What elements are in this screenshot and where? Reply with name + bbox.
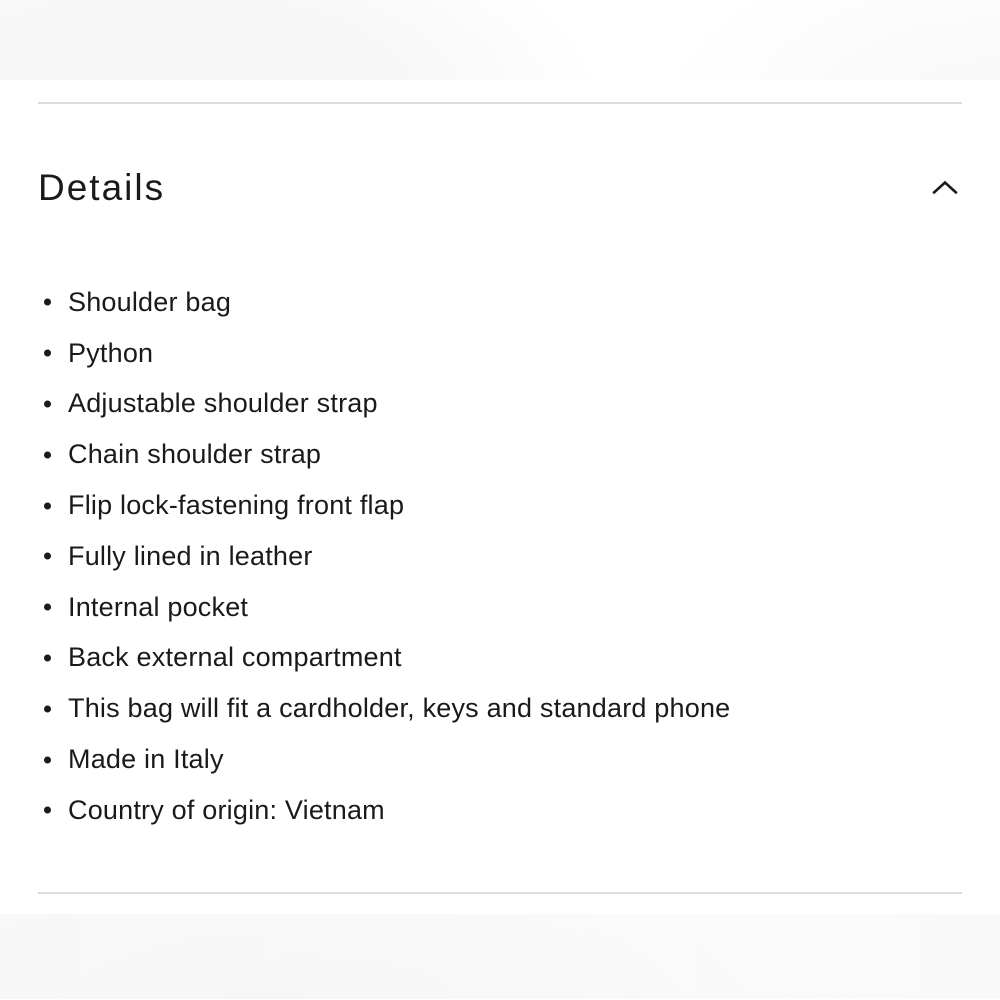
previous-section-image-peek (0, 0, 1000, 80)
detail-item-text: Fully lined in leather (68, 540, 313, 571)
detail-item (38, 328, 962, 379)
detail-item (38, 785, 962, 836)
detail-item-text: Internal pocket (68, 591, 249, 622)
detail-item (38, 379, 962, 430)
details-section-header[interactable] (38, 150, 962, 225)
section-divider-top (38, 102, 962, 104)
detail-item (38, 734, 962, 785)
detail-item-text: Made in Italy (68, 744, 224, 775)
details-section-title: Details (38, 166, 166, 208)
detail-item-text: Flip lock-fastening front flap (68, 490, 405, 521)
detail-item (38, 582, 962, 633)
next-section-image-peek (0, 914, 1000, 999)
detail-item (38, 480, 962, 531)
detail-item-text: Python (68, 337, 154, 368)
detail-item (38, 633, 962, 684)
details-list (38, 277, 962, 836)
detail-item-text: Chain shoulder strap (68, 439, 322, 470)
detail-item-text: Shoulder bag (68, 286, 232, 317)
detail-item-text: Back external compartment (68, 642, 402, 673)
detail-item-text: Adjustable shoulder strap (68, 388, 378, 419)
section-divider-bottom (38, 892, 962, 894)
detail-item (38, 429, 962, 480)
detail-item (38, 683, 962, 734)
detail-item-text: This bag will fit a cardholder, keys and standard phone (68, 693, 731, 724)
detail-item (38, 531, 962, 582)
chevron-up-icon (932, 180, 958, 195)
detail-item-text: Country of origin: Vietnam (68, 794, 385, 825)
collapse-section-button[interactable] (928, 176, 962, 199)
detail-item (38, 277, 962, 328)
